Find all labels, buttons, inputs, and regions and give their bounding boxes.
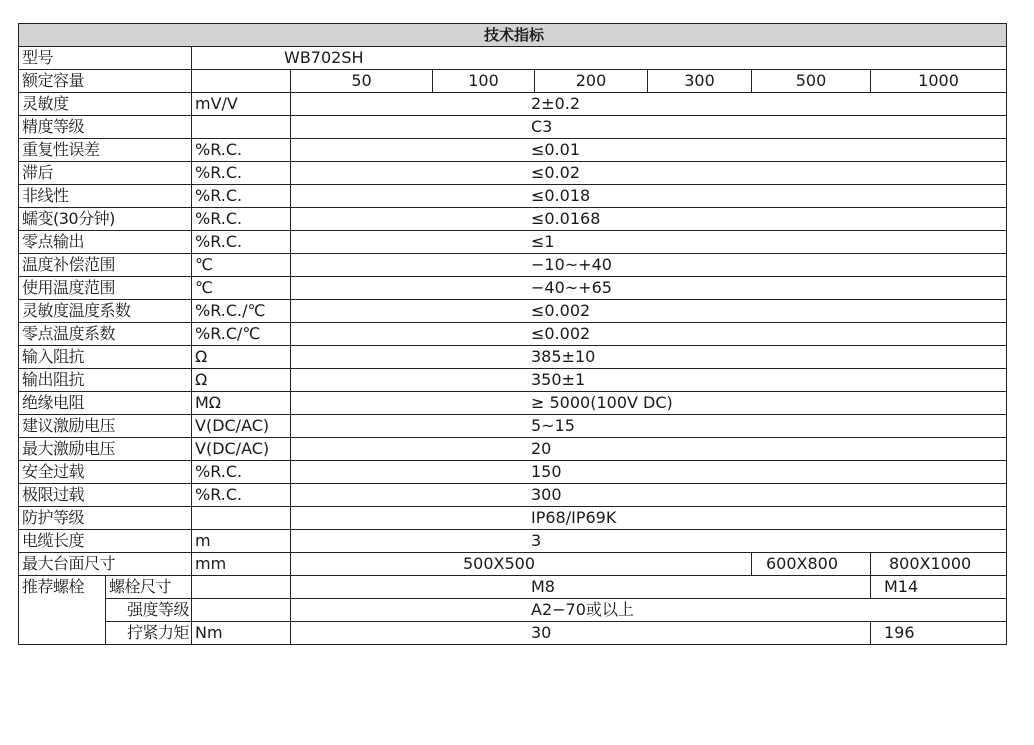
capacity-unit xyxy=(192,70,291,93)
spec-row xyxy=(19,208,1007,231)
capacity-1000: 1000 xyxy=(871,70,1007,93)
spec-value: ≤0.0168 xyxy=(291,208,1007,231)
spec-unit: ℃ xyxy=(192,277,291,300)
capacity-label: 额定容量 xyxy=(19,70,192,93)
spec-unit: ℃ xyxy=(192,254,291,277)
spec-value: 350±1 xyxy=(291,369,1007,392)
spec-unit: mV/V xyxy=(192,93,291,116)
spec-unit: %R.C. xyxy=(192,484,291,507)
spec-unit: V(DC/AC) xyxy=(192,438,291,461)
spec-unit: Ω xyxy=(192,346,291,369)
platform-label: 最大台面尺寸 xyxy=(19,553,192,576)
spec-row xyxy=(19,438,1007,461)
spec-row xyxy=(19,116,1007,139)
spec-name: 极限过载 xyxy=(19,484,192,507)
spec-value: ≤0.002 xyxy=(291,300,1007,323)
spec-row xyxy=(19,93,1007,116)
spec-row xyxy=(19,392,1007,415)
spec-row xyxy=(19,484,1007,507)
platform-value-2: 600X800 xyxy=(752,553,871,576)
spec-name: 安全过载 xyxy=(19,461,192,484)
spec-value: IP68/IP69K xyxy=(291,507,1007,530)
spec-name: 防护等级 xyxy=(19,507,192,530)
spec-unit: %R.C./℃ xyxy=(192,300,291,323)
bolt-group-label: 推荐螺栓 xyxy=(19,576,106,645)
spec-value: ≤1 xyxy=(291,231,1007,254)
spec-name: 输出阻抗 xyxy=(19,369,192,392)
model-value: WB702SH xyxy=(192,47,1007,70)
spec-value: ≤0.02 xyxy=(291,162,1007,185)
capacity-50: 50 xyxy=(291,70,433,93)
bolt-size-label: 螺栓尺寸 xyxy=(106,576,192,599)
spec-row xyxy=(19,277,1007,300)
spec-name: 非线性 xyxy=(19,185,192,208)
spec-value: 2±0.2 xyxy=(291,93,1007,116)
capacity-200: 200 xyxy=(535,70,648,93)
bolt-torque-unit: Nm xyxy=(192,622,291,645)
spec-row xyxy=(19,231,1007,254)
spec-value: 300 xyxy=(291,484,1007,507)
spec-table xyxy=(18,23,1007,645)
spec-unit: %R.C. xyxy=(192,208,291,231)
spec-unit: Ω xyxy=(192,369,291,392)
spec-unit: m xyxy=(192,530,291,553)
spec-name: 蠕变(30分钟) xyxy=(19,208,192,231)
platform-value-3: 800X1000 xyxy=(871,553,1007,576)
spec-name: 绝缘电阻 xyxy=(19,392,192,415)
spec-name: 零点输出 xyxy=(19,231,192,254)
spec-name: 电缆长度 xyxy=(19,530,192,553)
spec-name: 温度补偿范围 xyxy=(19,254,192,277)
capacity-500: 500 xyxy=(752,70,871,93)
spec-value: 150 xyxy=(291,461,1007,484)
spec-row xyxy=(19,139,1007,162)
spec-name: 最大激励电压 xyxy=(19,438,192,461)
spec-value: 3 xyxy=(291,530,1007,553)
spec-sheet xyxy=(18,23,1007,645)
spec-name: 精度等级 xyxy=(19,116,192,139)
spec-value: 20 xyxy=(291,438,1007,461)
spec-name: 灵敏度温度系数 xyxy=(19,300,192,323)
spec-unit: %R.C. xyxy=(192,461,291,484)
spec-value: ≤0.01 xyxy=(291,139,1007,162)
bolt-size-value-1: M8 xyxy=(291,576,871,599)
spec-unit: MΩ xyxy=(192,392,291,415)
spec-row xyxy=(19,507,1007,530)
spec-row xyxy=(19,346,1007,369)
spec-value: 385±10 xyxy=(291,346,1007,369)
spec-unit xyxy=(192,116,291,139)
spec-unit: V(DC/AC) xyxy=(192,415,291,438)
spec-unit: %R.C. xyxy=(192,162,291,185)
spec-unit: %R.C. xyxy=(192,185,291,208)
spec-row xyxy=(19,162,1007,185)
bolt-size-value-2: M14 xyxy=(871,576,1007,599)
spec-row xyxy=(19,369,1007,392)
spec-name: 重复性误差 xyxy=(19,139,192,162)
model-label: 型号 xyxy=(19,47,192,70)
spec-value: ≤0.018 xyxy=(291,185,1007,208)
platform-value-1: 500X500 xyxy=(291,553,752,576)
bolt-torque-label: 拧紧力矩 xyxy=(106,622,192,645)
spec-unit: %R.C. xyxy=(192,139,291,162)
bolt-torque-value-1: 30 xyxy=(291,622,871,645)
bolt-grade-label: 强度等级 xyxy=(106,599,192,622)
spec-name: 滞后 xyxy=(19,162,192,185)
spec-name: 零点温度系数 xyxy=(19,323,192,346)
spec-value: ≥ 5000(100V DC) xyxy=(291,392,1007,415)
spec-value: −40~+65 xyxy=(291,277,1007,300)
spec-row xyxy=(19,530,1007,553)
spec-name: 输入阻抗 xyxy=(19,346,192,369)
bolt-grade-unit xyxy=(192,599,291,622)
spec-row xyxy=(19,461,1007,484)
spec-row xyxy=(19,415,1007,438)
spec-value: ≤0.002 xyxy=(291,323,1007,346)
spec-row xyxy=(19,185,1007,208)
spec-name: 灵敏度 xyxy=(19,93,192,116)
bolt-torque-value-2: 196 xyxy=(871,622,1007,645)
spec-name: 建议激励电压 xyxy=(19,415,192,438)
bolt-size-unit xyxy=(192,576,291,599)
spec-value: −10~+40 xyxy=(291,254,1007,277)
spec-row xyxy=(19,323,1007,346)
spec-name: 使用温度范围 xyxy=(19,277,192,300)
spec-unit: %R.C. xyxy=(192,231,291,254)
spec-value: C3 xyxy=(291,116,1007,139)
capacity-300: 300 xyxy=(648,70,752,93)
table-title: 技术指标 xyxy=(19,24,1007,47)
spec-unit: %R.C/℃ xyxy=(192,323,291,346)
capacity-100: 100 xyxy=(433,70,535,93)
platform-unit: mm xyxy=(192,553,291,576)
bolt-grade-value: A2−70或以上 xyxy=(291,599,1007,622)
spec-value: 5~15 xyxy=(291,415,1007,438)
spec-row xyxy=(19,300,1007,323)
spec-row xyxy=(19,254,1007,277)
spec-unit xyxy=(192,507,291,530)
